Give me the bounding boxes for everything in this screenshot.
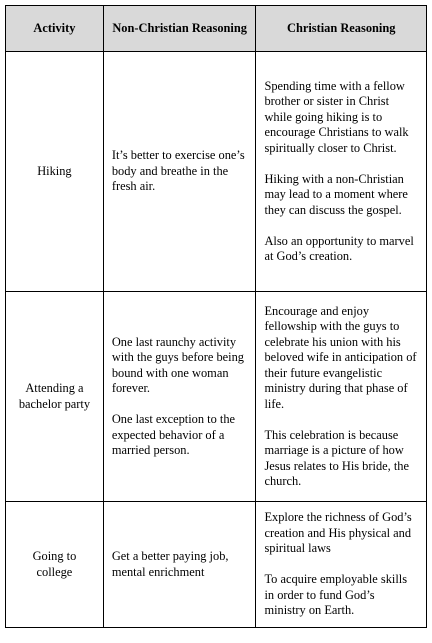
christian-cell xyxy=(256,502,427,628)
activity-cell: Going to college xyxy=(6,502,104,628)
non-christian-paragraph: One last raunchy activity with the guys before being bound with one woman forever. xyxy=(111,334,244,395)
christian-paragraph: Hiking with a non-Christian may lead to a moment where they can discuss the gospel. xyxy=(264,171,408,217)
christian-paragraph: This celebration is because marriage is a picture of how Jesus relates to His bride, the church. xyxy=(264,427,409,488)
non-christian-paragraph: It’s better to exercise one’s body and breathe in the fresh air. xyxy=(111,148,245,194)
christian-paragraph: Spending time with a fellow brother or sister in Christ while going hiking is to encourage Christians to walk spiritually closer to Christ. xyxy=(264,78,409,155)
header-activity: Activity xyxy=(6,6,104,52)
christian-paragraph: To acquire employable skills in order to fund God’s ministry on Earth. xyxy=(264,572,408,618)
non-christian-cell xyxy=(103,52,256,292)
header-row xyxy=(6,6,427,52)
christian-paragraph: Also an opportunity to marvel at God’s creation. xyxy=(264,233,414,263)
activity-cell: Hiking xyxy=(6,52,104,292)
header-non-christian-reasoning: Non-Christian Reasoning xyxy=(103,6,256,52)
non-christian-cell xyxy=(103,502,256,628)
christian-cell xyxy=(256,292,427,502)
christian-paragraph: Explore the richness of God’s creation and His physical and spiritual laws xyxy=(264,510,412,556)
table-row xyxy=(6,292,427,502)
table-row xyxy=(6,502,427,628)
christian-paragraph: Encourage and enjoy fellowship with the guys to celebrate his union with his beloved wife in anticipation of their future evangelistic ministry during that phase of life. xyxy=(264,303,417,411)
non-christian-paragraph: One last exception to the expected behavior of a married person. xyxy=(111,412,236,457)
header-christian-reasoning: Christian Reasoning xyxy=(256,6,427,52)
reasoning-table xyxy=(5,5,427,628)
christian-cell xyxy=(256,52,427,292)
non-christian-paragraph: Get a better paying job, mental enrichment xyxy=(111,549,229,579)
table-row xyxy=(6,52,427,292)
non-christian-cell xyxy=(103,292,256,502)
activity-cell: Attending a bachelor party xyxy=(6,292,104,502)
